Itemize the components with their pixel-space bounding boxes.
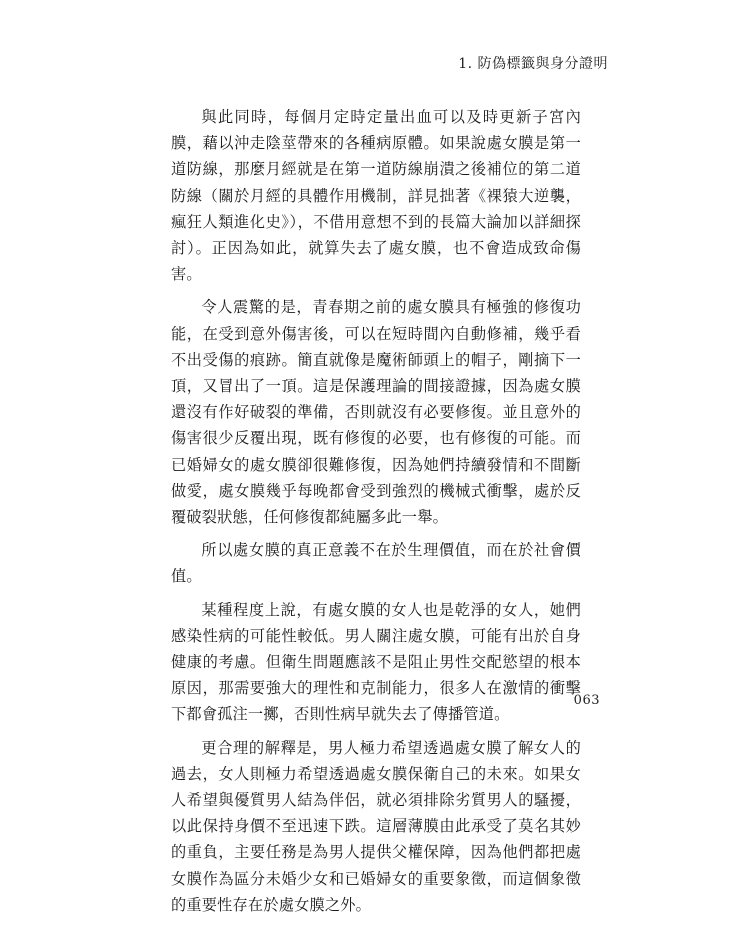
running-header: 1. 防偽標籤與身分證明 (458, 56, 608, 72)
body-text (171, 104, 581, 925)
paragraph: 某種程度上說，有處女膜的女人也是乾淨的女人，她們感染性病的可能性較低。男人關注處女膜，可能有出於自身健康的考慮。但衛生問題應該不是阻止男性交配慾望的根本原因，那需要強大的理性和克制能力，很多人在激情的衝擊下都會孤注一擲，否則性病早就失去了傳播管道。 (171, 600, 581, 724)
paragraph: 所以處女膜的真正意義不在於生理價值，而在於社會價值。 (171, 541, 581, 586)
paragraph: 令人震驚的是，青春期之前的處女膜具有極強的修復功能，在受到意外傷害後，可以在短時間內自動修補，幾乎看不出受傷的痕跡。簡直就像是魔術師頭上的帽子，剛摘下一頂，又冒出了一頂。這是保護理論的間接證據，因為處女膜還沒有作好破裂的準備，否則就沒有必要修復。並且意外的傷害很少反覆出現，既有修復的必要，也有修復的可能。而已婚婦女的處女膜卻很難修復，因為她們持續發情和不間斷做愛，處女膜幾乎每晚都會受到強烈的機械式衝擊，處於反覆破裂狀態，任何修復都純屬多此一舉。 (171, 298, 581, 527)
page-number: 063 (573, 693, 600, 708)
paragraph: 與此同時，每個月定時定量出血可以及時更新子宮內膜，藉以沖走陰莖帶來的各種病原體。如果說處女膜是第一道防線，那麼月經就是在第一道防線崩潰之後補位的第二道防線（關於月經的具體作用機制，詳見拙著《裸猿大逆襲，瘋狂人類進化史》），不借用意想不到的長篇大論加以詳細探討）。正因為如此，就算失去了處女膜，也不會造成致命傷害。 (171, 108, 581, 284)
paragraph: 更合理的解釋是，男人極力希望透過處女膜了解女人的過去，女人則極力希望透過處女膜保衛自己的未來。如果女人希望與優質男人結為伴侶，就必須排除劣質男人的騷擾，以此保持身價不至迅速下跌。這層薄膜由此承受了莫名其妙的重負，主要任務是為男人提供父權保障，因為他們都把處女膜作為區分未婚少女和已婚婦女的重要象徵，而這個象徵的重要性存在於處女膜之外。 (171, 738, 581, 914)
